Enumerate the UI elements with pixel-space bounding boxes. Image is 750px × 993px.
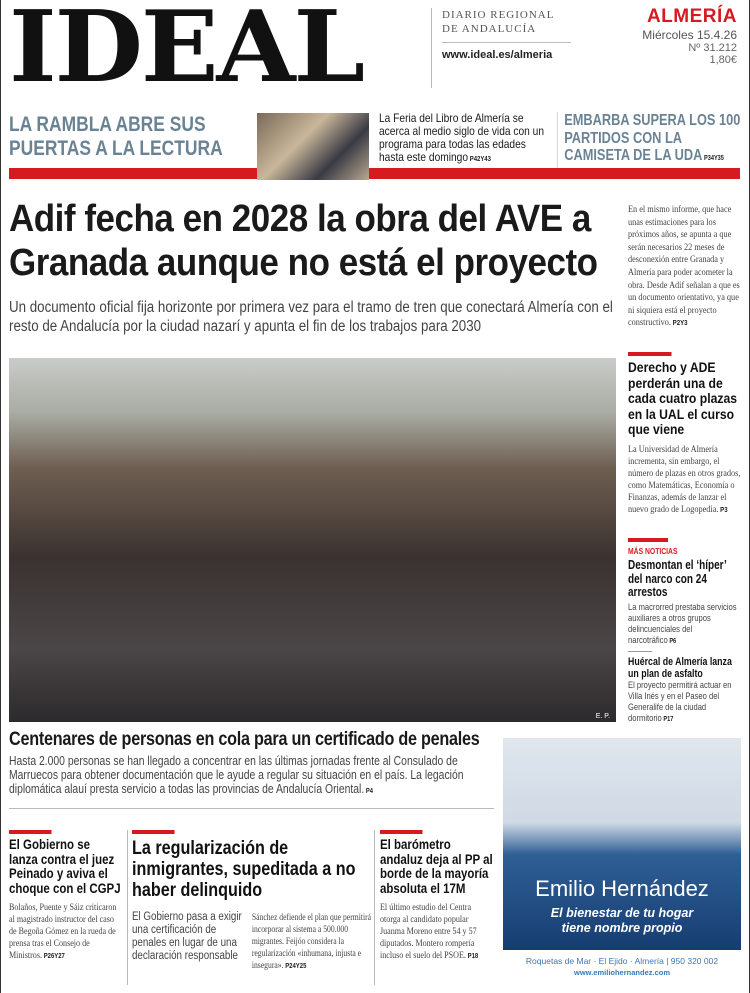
page-ref: P3: [720, 506, 728, 514]
red-kicker: [9, 830, 52, 834]
ad-locations: Roquetas de Mar · El Ejido · Almería | 950 320 002: [525, 956, 719, 966]
promo-red-bar: [9, 168, 740, 179]
masthead-logo: IDEAL: [9, 0, 364, 105]
queue-photo: [9, 358, 616, 722]
column-divider: [374, 830, 375, 985]
website-link[interactable]: www.ideal.es/almeria: [442, 49, 553, 61]
red-kicker: [628, 352, 672, 356]
story-text: La macrorred prestaba servicios auxiliares a otros grupos delincuenciales del narcotráfico: [628, 601, 737, 646]
story-headline: La regularización de inmigrantes, supeditada a no haber delinquido: [132, 838, 356, 901]
tagline-line-1: DIARIO REGIONAL: [442, 9, 555, 21]
page-ref: P4: [365, 788, 374, 795]
ad-image: [503, 738, 741, 950]
story-deck: El Gobierno pasa a exigir una certificación de penales en lugar de una declaración responsable: [132, 911, 242, 962]
page-ref: P6: [669, 637, 677, 645]
ad-website[interactable]: www.emiliohernandez.com: [574, 968, 670, 977]
story-text: Sánchez defiende el plan que permitirá incorporar al sistema a 500.000 migrantes. Feijóo considera la regularización «inhumana, injusta e insegura».: [251, 912, 372, 970]
lead-headline[interactable]: Adif fecha en 2028 la obra del AVE a Granada aunque no está el proyecto: [9, 198, 598, 284]
sidebar-more-news: [628, 538, 741, 725]
ad-tagline-2: tiene nombre propio: [561, 921, 683, 935]
lead-subhead: Un documento oficial fija horizonte por primera vez para el tramo de tren que conectará Almería con el resto de Andalucía por la ciudad nazarí y apunta el fin de los trabajos para 2030: [9, 299, 613, 335]
column-divider: [127, 830, 128, 985]
story-headline: El barómetro andaluz deja al PP al borde de la mayoría absoluta el 17M: [380, 837, 493, 896]
edition-info: [642, 6, 737, 66]
sidebar-story-ual[interactable]: [628, 352, 741, 517]
edition-name: ALMERÍA: [646, 6, 737, 27]
story-barometro[interactable]: [380, 830, 493, 963]
page-ref: P42Y43: [469, 156, 491, 163]
red-kicker: [628, 538, 668, 542]
photo-credit: E. P.: [595, 713, 610, 720]
caption-text: Hasta 2.000 personas se han llegado a concentrar en las últimas jornadas frente al Consulado de Marruecos para obtener documentación que le ayude a regular su situación en el país. La legación diplomática alauí presta servicio a todas las provincias de Andalucía Oriental.: [9, 754, 464, 796]
story-huercal[interactable]: [628, 656, 741, 725]
divider: [442, 42, 571, 43]
page-ref: P17: [663, 715, 674, 723]
advertisement-emilio-hernandez[interactable]: [503, 738, 741, 988]
tagline-line-2: DE ANDALUCÍA: [442, 23, 537, 35]
story-text: Bolaños, Puente y Sáiz criticaron al magistrado instructor del caso de Begoña Gómez en la rueda de prensa tras el Consejo de Ministros.: [9, 903, 117, 961]
promo-headline: EMBARBA SUPERA LOS 100 PARTIDOS CON LA CAMISETA DE LA UDA: [564, 112, 741, 164]
issue-price: 1,80€: [709, 54, 737, 66]
photo-caption-story[interactable]: [9, 728, 499, 799]
red-kicker: [132, 830, 175, 834]
story-headline: Derecho y ADE perderán una de cada cuatro plazas en la UAL el curso que viene: [628, 359, 737, 437]
story-headline: Desmontan el ‘híper’ del narco con 24 arrestos: [628, 558, 727, 599]
issue-number: Nº 31.212: [688, 42, 737, 54]
ad-tagline-1: El bienestar de tu hogar: [550, 906, 694, 920]
divider: [628, 651, 652, 652]
ad-brand: Emilio Hernández: [535, 876, 709, 901]
promo-embarba[interactable]: [557, 112, 741, 168]
page-ref: P26Y27: [43, 953, 65, 960]
promo-photo-book-fair: [257, 113, 369, 180]
side-text: En el mismo informe, que hace unas estimaciones para los próximos años, se apunta a que serán necesarios 22 meses de desconexión entre Granada y Almería para poder acometer la obra. Desde Adif señalan a que es un documento orientativo, ya que ni siquiera está el proyecto constructivo.: [628, 205, 740, 329]
story-regularizacion[interactable]: [132, 830, 372, 973]
story-headline: El Gobierno se lanza contra el juez Peinado y aviva el choque con el CGPJ: [9, 837, 121, 896]
page-ref: P34Y35: [703, 155, 724, 162]
divider: [9, 808, 494, 809]
story-text: El proyecto permitirá actuar en Villa Inés y en el Paseo del Generalife de la ciudad dormitorio: [628, 679, 732, 724]
page-ref: P18: [467, 953, 479, 960]
issue-date: Miércoles 15.4.26: [642, 28, 737, 42]
story-text: La Universidad de Almería incrementa, sin embargo, el número de plazas en otros grados, como Matemáticas, Economía o Finanzas, además de lanzar el nuevo grado de Logopedia.: [628, 444, 741, 515]
caption-headline: Centenares de personas en cola para un certificado de penales: [9, 728, 480, 750]
story-narco[interactable]: [628, 559, 741, 647]
promo-headline-rambla[interactable]: LA RAMBLA ABRE SUS PUERTAS A LA LECTURA: [9, 113, 223, 160]
red-kicker: [380, 830, 423, 834]
promo-book-fair[interactable]: [379, 112, 545, 166]
story-headline: Huércal de Almería lanza un plan de asfalto: [628, 655, 732, 680]
page-ref: P24Y25: [285, 963, 307, 970]
story-text: El último estudio del Centra otorga al candidato popular Juanma Moreno entre 54 y 57 diputados. Montero rompería incluso el suelo del PSOE.: [380, 903, 477, 961]
story-gobierno-peinado[interactable]: [9, 830, 121, 963]
section-label: MÁS NOTICIAS: [628, 546, 678, 556]
masthead-tagline: [431, 8, 571, 88]
promo-text: La Feria del Libro de Almería se acerca al medio siglo de vida con un programa para todas las edades hasta este domingo: [379, 111, 545, 164]
page-ref: P2Y3: [672, 320, 688, 328]
lead-side-text: [628, 204, 741, 331]
